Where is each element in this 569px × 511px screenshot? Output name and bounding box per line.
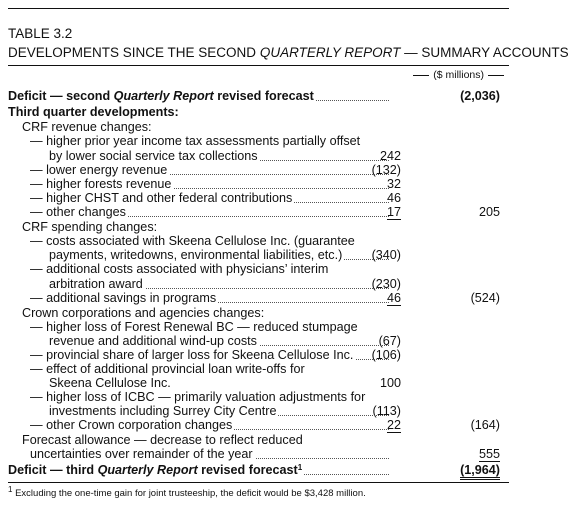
table-row [8, 262, 509, 277]
table-number: TABLE 3.2 [8, 26, 73, 41]
top-rule [8, 8, 509, 9]
component-amount: 46 [386, 191, 401, 205]
table-row [8, 362, 509, 377]
table-row [8, 334, 509, 349]
row-label: — other changes [30, 205, 126, 219]
table-row [8, 320, 509, 335]
component-amount: 32 [386, 177, 401, 191]
row-label: — additional costs associated with physicians’ interim [30, 262, 329, 276]
table-row [8, 163, 509, 178]
row-label: — additional savings in programs [30, 291, 217, 305]
row-label: Crown corporations and agencies changes: [22, 306, 265, 320]
total-amount: (164) [470, 418, 500, 432]
table-title: DEVELOPMENTS SINCE THE SECOND QUARTERLY REPORT — SUMMARY ACCOUNTS [8, 45, 569, 60]
component-amount: (113) [372, 404, 401, 418]
row-label: arbitration award [49, 277, 143, 291]
table-row [8, 177, 509, 192]
component-amount: 242 [379, 149, 401, 163]
table-row [8, 277, 509, 292]
row-label: uncertainties over remainder of the year [30, 447, 253, 461]
row-label: — higher forests revenue [30, 177, 172, 191]
row-label: — costs associated with Skeena Cellulose Inc. (guarantee [30, 234, 355, 248]
total-amount: (524) [470, 291, 500, 305]
table-row [8, 418, 509, 433]
row-label: — higher CHST and other federal contributions [30, 191, 293, 205]
row-label: — higher loss of Forest Renewal BC — reduced stumpage [30, 320, 358, 334]
component-amount: (230) [371, 277, 401, 291]
table-row [8, 404, 509, 419]
row-label: CRF revenue changes: [22, 120, 152, 134]
component-amount: (67) [378, 334, 401, 348]
row-label: payments, writedowns, environmental liabilities, etc.) [49, 248, 343, 262]
table-row [8, 348, 509, 363]
component-amount: (132) [371, 163, 401, 177]
table-row [8, 191, 509, 206]
bottom-rule [8, 482, 509, 483]
row-label: revenue and additional wind-up costs [49, 334, 257, 348]
total-amount: (2,036) [460, 89, 500, 103]
table-row [8, 234, 509, 249]
row-label: Third quarter developments: [8, 105, 179, 119]
component-amount: (106) [371, 348, 401, 362]
table-row [8, 447, 509, 462]
table-row [8, 105, 509, 120]
row-label: — lower energy revenue [30, 163, 168, 177]
table-row [8, 205, 509, 220]
row-label: CRF spending changes: [22, 220, 158, 234]
row-label: Skeena Cellulose Inc. [49, 376, 171, 390]
table-row [8, 390, 509, 405]
component-amount: 17 [386, 205, 401, 219]
table-row [8, 306, 509, 321]
total-amount: 555 [478, 447, 500, 461]
table-row [8, 120, 509, 135]
table-row [8, 291, 509, 306]
row-label: Forecast allowance — decrease to reflect reduced [22, 433, 303, 447]
row-label: — other Crown corporation changes [30, 418, 233, 432]
row-label: — higher prior year income tax assessments partially offset [30, 134, 361, 148]
table-row [8, 134, 509, 149]
component-amount: 46 [386, 291, 401, 305]
total-amount: 205 [478, 205, 500, 219]
row-label: Deficit — third Quarterly Report revised forecast$^1$ [8, 463, 303, 477]
units-label: ($ millions) [409, 69, 508, 82]
total-amount: (1,964) [440, 463, 500, 478]
row-label: by lower social service tax collections [49, 149, 258, 163]
table-row [8, 149, 509, 164]
row-label: investments including Surrey City Centre [49, 404, 277, 418]
component-amount: 22 [386, 418, 401, 432]
component-amount: 100 [379, 376, 401, 390]
row-label: Deficit — second Quarterly Report revised forecast [8, 89, 314, 103]
row-label: — effect of additional provincial loan write-offs for [30, 362, 305, 376]
table-row [8, 463, 509, 478]
row-label: — higher loss of ICBC — primarily valuation adjustments for [30, 390, 366, 404]
title-rule [8, 65, 509, 66]
footnote: $^1$ Excluding the one-time gain for joint trusteeship, the deficit would be $3,428 million. [8, 485, 366, 499]
table-row [8, 220, 509, 235]
table-row [8, 89, 509, 104]
table-row [8, 376, 509, 391]
row-label: — provincial share of larger loss for Skeena Cellulose Inc. [30, 348, 354, 362]
component-amount: (340) [371, 248, 401, 262]
table-row [8, 433, 509, 448]
table-row [8, 248, 509, 263]
